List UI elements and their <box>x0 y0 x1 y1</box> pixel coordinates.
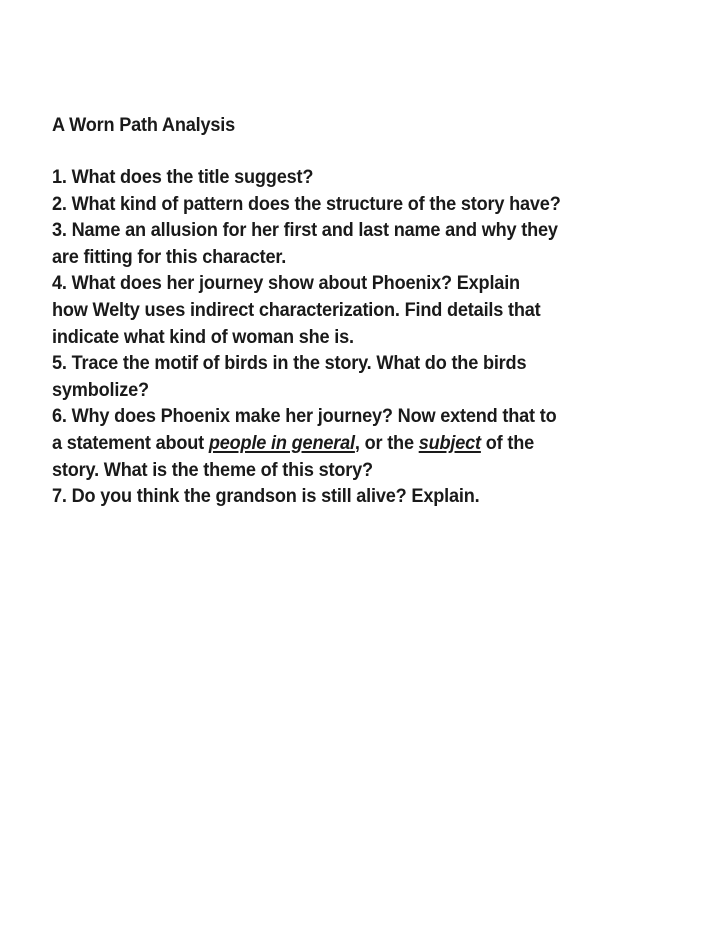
people-in-general-emphasis: people in general <box>208 431 355 454</box>
question-6-text-c: of the <box>480 431 534 454</box>
question-2 <box>52 191 647 218</box>
document-title: A Worn Path Analysis <box>52 114 236 136</box>
question-6-line-2 <box>52 430 647 457</box>
question-6-line-1: 6. Why does Phoenix make her journey? Now extend that to <box>52 405 557 428</box>
question-6-text-b: , or the <box>354 431 419 454</box>
document-content <box>52 112 692 510</box>
question-4-line-1: 4. What does her journey show about Phoenix? Explain <box>52 272 520 295</box>
question-1 <box>52 164 647 191</box>
question-5-line-1: 5. Trace the motif of birds in the story. What do the birds <box>52 352 527 375</box>
question-4-line-2: how Welty uses indirect characterization. Find details that <box>52 298 541 321</box>
question-6-text-a: a statement about <box>52 431 209 454</box>
subject-emphasis: subject <box>418 431 481 454</box>
question-3 <box>52 217 647 270</box>
question-5 <box>52 350 647 403</box>
question-2-line-1: 2. What kind of pattern does the structure of the story have? <box>52 192 561 215</box>
question-6-line-3: story. What is the theme of this story? <box>52 458 373 481</box>
question-7-line-1: 7. Do you think the grandson is still alive? Explain. <box>52 485 480 508</box>
question-4 <box>52 270 647 350</box>
question-3-line-1: 3. Name an allusion for her first and last name and why they <box>52 219 558 242</box>
question-3-line-2: are fitting for this character. <box>52 245 287 268</box>
question-6 <box>52 403 647 483</box>
question-7 <box>52 483 647 510</box>
question-1-line-1: 1. What does the title suggest? <box>52 166 314 188</box>
question-5-line-2: symbolize? <box>52 378 149 401</box>
question-4-line-3: indicate what kind of woman she is. <box>52 325 354 348</box>
question-list <box>52 164 692 510</box>
